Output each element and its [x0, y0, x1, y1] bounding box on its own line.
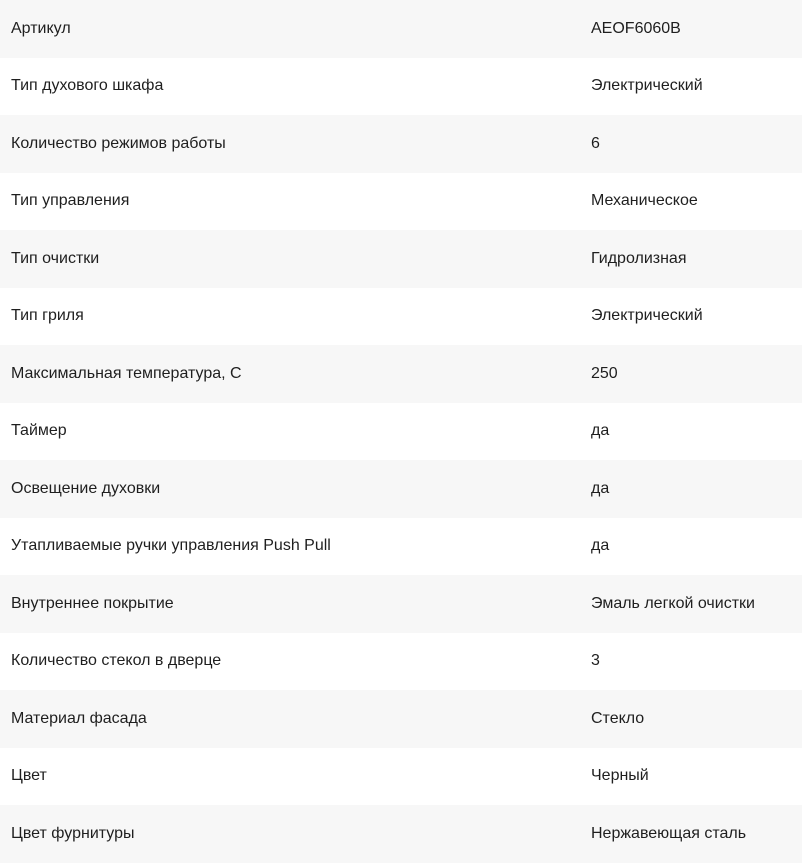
spec-label: Материал фасада [11, 710, 147, 727]
spec-row-color [0, 748, 802, 806]
spec-row-grill-type [0, 288, 802, 346]
spec-row-push-pull-knobs [0, 518, 802, 576]
spec-value: Электрический [591, 78, 703, 95]
spec-row-facade-material [0, 690, 802, 748]
spec-label: Утапливаемые ручки управления Push Pull [11, 538, 331, 555]
spec-value: да [591, 423, 610, 440]
spec-label: Максимальная температура, С [11, 365, 242, 382]
spec-label: Артикул [11, 20, 71, 37]
spec-label: Цвет фурнитуры [11, 825, 135, 842]
spec-row-article [0, 0, 802, 58]
spec-label: Тип гриля [11, 308, 84, 325]
spec-row-control-type [0, 173, 802, 231]
spec-value: Черный [591, 768, 649, 785]
spec-value: 250 [591, 365, 618, 382]
spec-label: Освещение духовки [11, 480, 161, 497]
spec-value: да [591, 538, 610, 555]
spec-label: Количество стекол в дверце [11, 653, 222, 670]
spec-label: Количество режимов работы [11, 135, 226, 152]
spec-value: Стекло [591, 710, 645, 727]
spec-value: Гидролизная [591, 250, 687, 267]
spec-value: Нержавеющая сталь [591, 825, 747, 842]
spec-row-timer [0, 403, 802, 461]
spec-label: Цвет [11, 768, 47, 785]
spec-row-hardware-color [0, 805, 802, 863]
spec-value: да [591, 480, 610, 497]
spec-row-modes-count [0, 115, 802, 173]
spec-value: Электрический [591, 308, 703, 325]
spec-row-interior-coating [0, 575, 802, 633]
spec-value: AEOF6060B [591, 20, 681, 37]
spec-value: Механическое [591, 193, 698, 210]
spec-label: Тип духового шкафа [11, 78, 164, 95]
spec-row-door-glass-count [0, 633, 802, 691]
spec-label: Тип управления [11, 193, 130, 210]
spec-row-cleaning-type [0, 230, 802, 288]
spec-row-oven-type [0, 58, 802, 116]
spec-label: Таймер [11, 423, 67, 440]
spec-row-max-temperature [0, 345, 802, 403]
spec-value: Эмаль легкой очистки [591, 595, 755, 612]
spec-value: 6 [591, 135, 600, 152]
spec-value: 3 [591, 653, 600, 670]
spec-row-oven-lighting [0, 460, 802, 518]
spec-label: Внутреннее покрытие [11, 595, 174, 612]
spec-label: Тип очистки [11, 250, 100, 267]
